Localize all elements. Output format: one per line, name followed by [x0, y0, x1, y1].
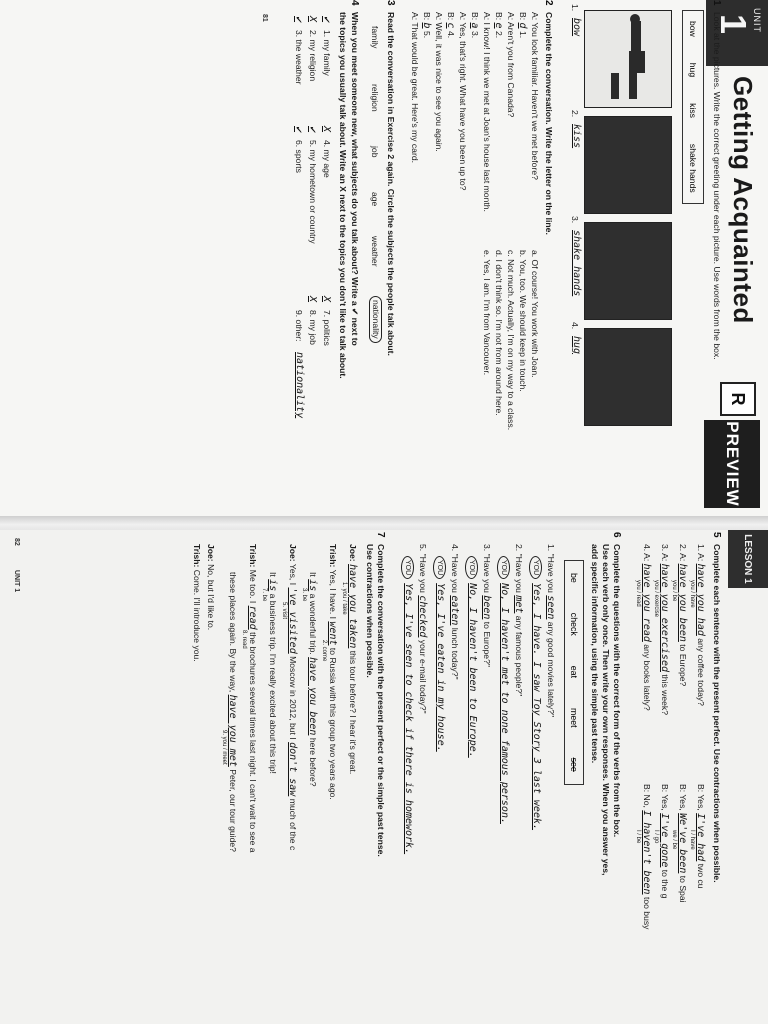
ex2-option-d: d. I don't think so. I'm not from around here. [494, 250, 504, 416]
ex2-line-10: B: b 5. [421, 12, 432, 39]
ex5-number: 5 [711, 532, 722, 538]
ex2-option-b: b. You, too. We should keep in touch. [518, 250, 528, 392]
ex4-item-1: 1. my family [322, 30, 332, 76]
ex6-number: 6 [611, 532, 622, 538]
unit-number: 1 [713, 14, 754, 35]
ex4-item-4: 4. my age [322, 140, 332, 178]
photo-hug [584, 328, 672, 426]
ex5-cue-2b: we / be [671, 830, 677, 850]
ex1-number: 1 [711, 0, 722, 6]
word-hug: hug [688, 62, 698, 78]
ex2-option-c: c. Not much. Actually, I'm on my way to a class. [506, 250, 516, 431]
ex2-line-5: A: I know! I think we met at Joan's house last month. [482, 12, 492, 212]
ex2-line-1: A: You look familiar. Haven't we met before? [530, 12, 540, 180]
ex5-cue-4a: you / read [635, 580, 641, 607]
ex4-mark-3: ✔ [293, 16, 304, 23]
ex1-answer-3-num: 3. [570, 216, 580, 224]
ex4-mark-6: ✔ [293, 126, 304, 133]
ex5-cue-2a: you / be [671, 580, 677, 602]
ex4-mark-5: ✔ [307, 126, 318, 133]
subject-family: family [370, 26, 380, 49]
ex4-item-9: 9. other: [294, 310, 304, 342]
ex5-cue-1b: I / have [689, 830, 695, 850]
word-kiss: kiss [688, 103, 698, 118]
ex4-item-8: 8. my job [308, 310, 318, 345]
unit-label: UNIT [752, 8, 762, 33]
ex5-cue-3a: you / exercise [653, 580, 659, 618]
ex1-word-box [682, 10, 704, 204]
ex7-number: 7 [375, 532, 386, 538]
ex1-answer-4-num: 4. [570, 322, 580, 330]
preview-badge: PREVIEW [704, 420, 760, 508]
verb-eat: eat [569, 665, 579, 679]
lesson-tab: LESSON 1 [728, 530, 768, 588]
left-page-number: 81 [261, 14, 268, 22]
word-shake-hands: shake hands [688, 143, 698, 193]
ex1-instruction: Look at the pictures. Write the correct greeting under each picture. Use words from the box. [712, 12, 722, 360]
ex5-instruction: Complete each sentence with the present perfect. Use contractions when possible. [712, 544, 722, 883]
ex2-line-7: A: Yes, that's right. What have you been up to? [458, 12, 468, 191]
subject-age: age [370, 192, 380, 207]
ex5-cue-3b: I / go [653, 830, 659, 844]
verb-check: check [569, 612, 579, 636]
ex2-option-a: a. Of course! You work with Joan. [530, 250, 540, 378]
ex3-number: 3 [385, 0, 396, 6]
publisher-logo: R [720, 382, 756, 416]
right-page-number: 82 [13, 538, 20, 546]
ex4-mark-8: X [307, 296, 318, 303]
ex2-number: 2 [543, 0, 554, 6]
ex2-option-e: e. Yes, I am. I'm from Vancouver. [482, 250, 492, 376]
ex4-item-2: 2. my religion [308, 30, 318, 82]
ex4-number: 4 [349, 0, 360, 6]
ex4-mark-1: ✔ [321, 16, 332, 23]
right-page: LESSON 1 5 Complete each sentence with the present perfect. Use contractions when possible. 1. A: have you had any coffee today? you / have B: Yes, I've had two cu I / have 2. A: have you been to Europe? you / be B: Yes, We've been to Spai we / be 3. A: have you exercised this week? you / exercise B: Yes, I've gone to the g I / go 4. A: have you read any books lately? you / read B: No, I haven't been too busy I / be 6 Complete the questions with the correct form of the verbs from the box. Use each verb only once. Then write your own responses. When you answer yes, add specific information, using the simple past tense. be check eat meet see 1. "Have you seen any good movies lately?" YOUYes, I have. I saw Toy Story 3 last week. 2. "Have you met any famous people?" YOUNo, I haven't met to none famous person. 3. "Have you been to Europe?" YOUNo, I haven't been to Europe. 4. "Have you eaten lunch today?" YOUYes, I've eaten in my house. 5. "Have you checked your e-mail today?" YOUYes, I've seen to check if there is homework. 7 Complete the conversation with the present perfect or the simple past tense. Use contractions when possible. Joe: have you taken this tour before? I hear it's great. 1. you / take Trish: Yes, I have. I went to Russia with this group two years ago. 2. come It is a wonderful trip. have you been here before? 3. be Joe: Yes, I 've visited Moscow in 2012, but I don't saw much of the c 5. visit It is a business trip. I'm really excited about this trip! 7. be Trish: Me too. I read the brochures several times last night. I can't wait to see a 8. read these places again. By the way, have you met Peter, our tour guide? 9. you / meet Joe: No, but I'd like to. Trish: Come. I'll introduce you. 82 UNIT 1 [0, 530, 768, 1024]
bow-illustration [585, 11, 671, 107]
ex2-line-8: B: c 4. [445, 12, 456, 39]
ex1-answer-2-num: 2. [570, 110, 580, 118]
ex6-instruction-2: Use each verb only once. Then write your own responses. When you answer yes, [601, 544, 611, 876]
word-bow: bow [688, 21, 698, 37]
ex6-verb-box [564, 560, 584, 785]
verb-meet: meet [569, 708, 579, 728]
ex6-instruction-1: Complete the questions with the correct form of the verbs from the box. [612, 544, 622, 838]
ex2-line-4: B: e 2. [493, 12, 504, 39]
ex4-mark-2: X [307, 16, 318, 23]
ex4-item-9-answer: nationality [294, 352, 305, 419]
photo-bow [584, 10, 672, 108]
subject-nationality-circled: nationality [369, 296, 382, 343]
ex4-item-5: 5. my hometown or country [308, 140, 318, 244]
verb-be: be [569, 573, 579, 583]
ex2-line-9: A: Well, it was nice to see you again. [434, 12, 444, 152]
subject-weather: weather [370, 236, 380, 267]
verb-see: see [569, 757, 579, 772]
ex1-answer-2: kiss [571, 124, 582, 149]
ex4-mark-7: X [321, 296, 332, 303]
ex3-instruction: Read the conversation in Exercise 2 again. Circle the subjects the people talk about. [386, 12, 396, 356]
ex4-mark-4: X [321, 126, 332, 133]
photo-kiss [584, 116, 672, 214]
ex4-instruction-1: When you meet someone new, what subjects do you talk about? Write a ✔ next to [350, 12, 360, 346]
ex1-answer-1: bow [571, 18, 582, 37]
ex2-line-2: B: d 1. [517, 12, 528, 39]
ex2-instruction: Complete the conversation. Write the letter on the line. [544, 12, 554, 235]
unit-footer: UNIT 1 [13, 570, 20, 593]
ex1-answer-1-num: 1. [570, 4, 580, 12]
subject-job: job [370, 146, 380, 158]
ex2-line-11: A: That would be great. Here's my card. [410, 12, 420, 163]
ex5-cue-1a: you / have [689, 580, 695, 608]
page-title: Getting Acquainted [728, 76, 758, 324]
ex7-instruction-1: Complete the conversation with the present perfect or the simple past tense. [376, 544, 386, 857]
ex4-instruction-2: the topics you usually talk about. Write an X next to the topics you don't like to talk about. [338, 12, 348, 379]
ex1-answer-4: hug [571, 336, 582, 355]
ex1-answer-3: shake hands [571, 230, 582, 297]
ex5-cue-4b: I / be [635, 830, 641, 844]
ex4-item-6: 6. sports [294, 140, 304, 173]
ex2-line-6: B: a 3. [469, 12, 480, 39]
book-gutter [0, 516, 768, 530]
subject-religion: religion [370, 84, 380, 112]
photo-shake-hands [584, 222, 672, 320]
ex6-instruction-3: add specific information, using the simple past tense. [590, 544, 600, 764]
ex4-item-7: 7. politics [322, 310, 332, 346]
ex2-line-3: A: Aren't you from Canada? [506, 12, 516, 118]
ex7-instruction-2: Use contractions when possible. [365, 544, 375, 678]
ex4-item-3: 3. the weather [294, 30, 304, 85]
